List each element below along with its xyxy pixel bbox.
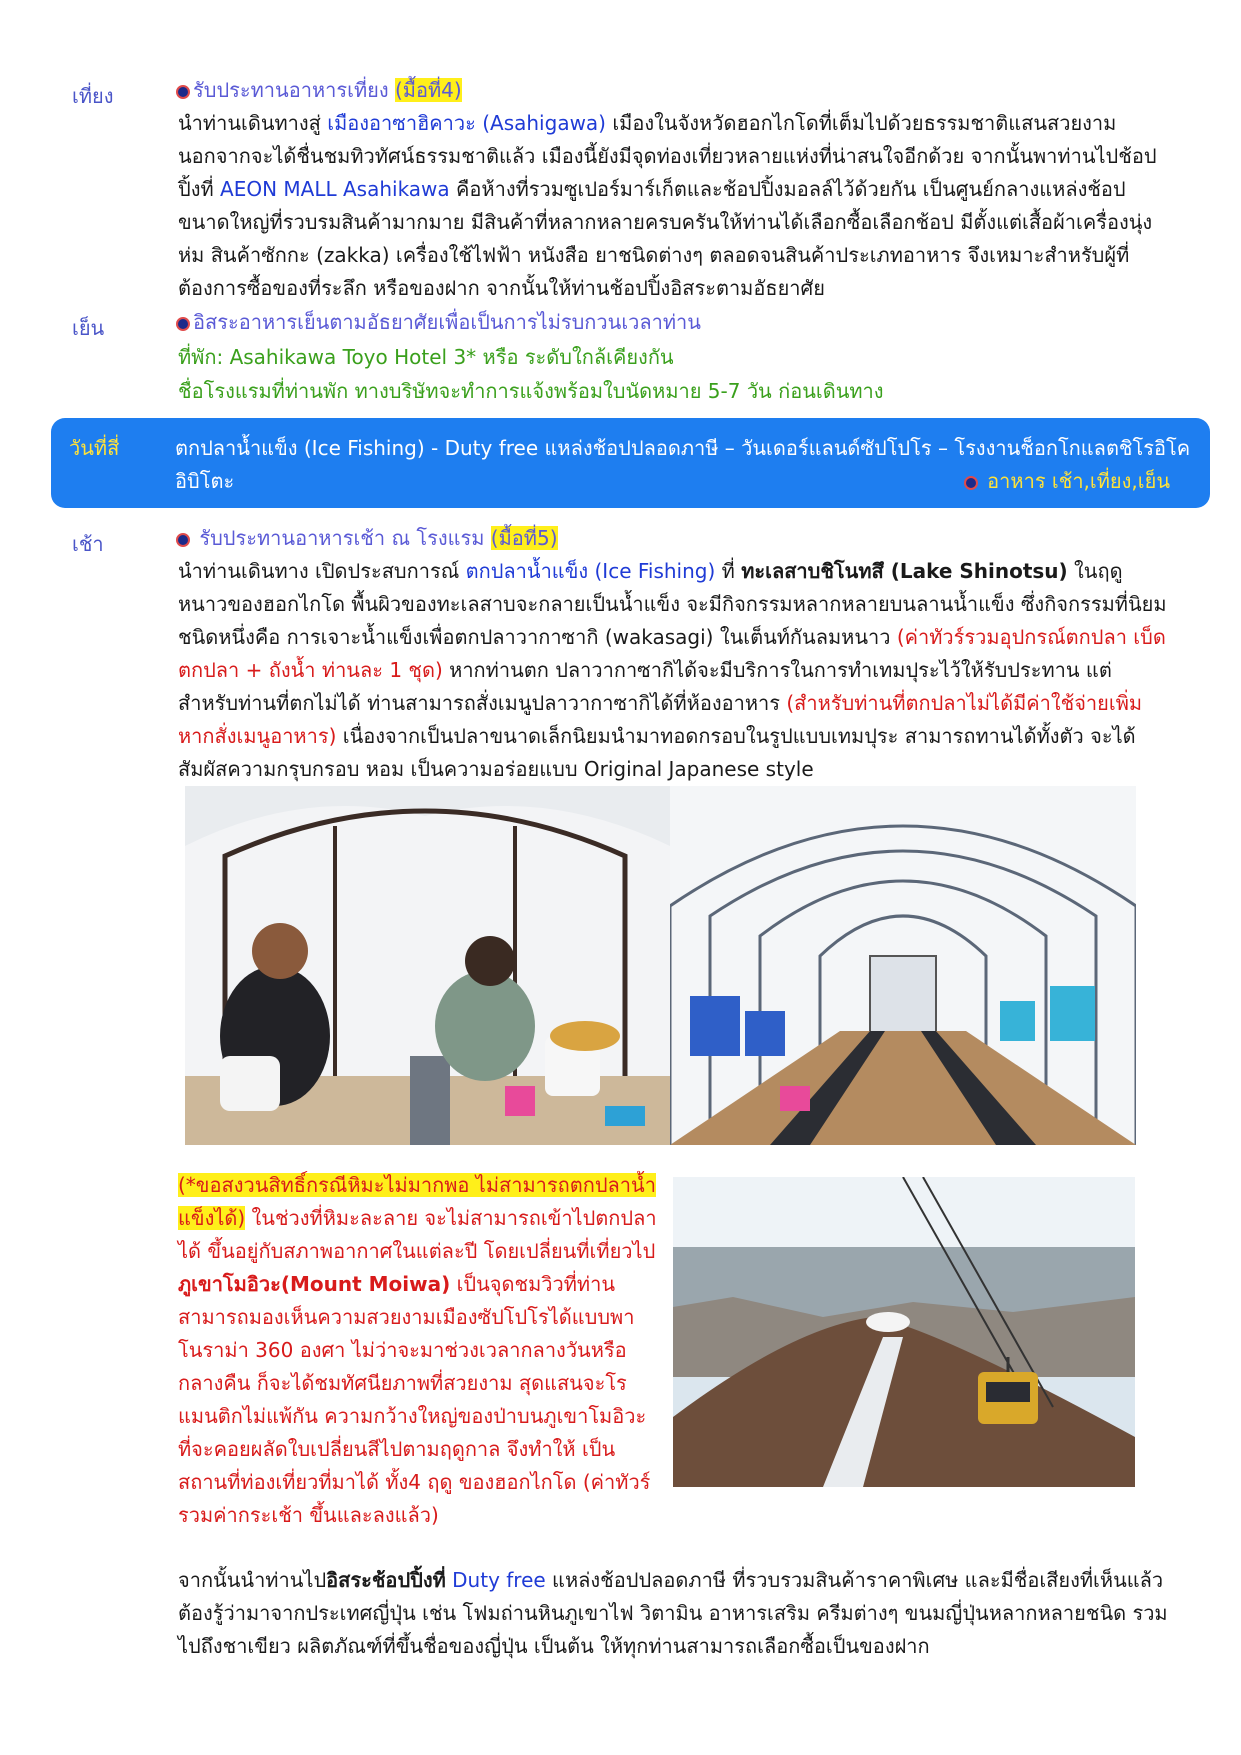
plate-icon bbox=[176, 317, 190, 331]
text-segment: นำท่านเดินทาง เปิดประสบการณ์ bbox=[178, 559, 466, 583]
text-segment: (ค่าทัวร์รวมอุปกรณ์ตกปลา เบ็ดตกปลา + ถังน้ำ ท่านละ 1 ชุด) bbox=[178, 625, 1166, 682]
dutyfree-description bbox=[178, 1564, 1168, 1663]
text-segment: จากนั้นนำท่านไป bbox=[178, 1568, 327, 1592]
dutyfree-paragraph bbox=[178, 1564, 1168, 1663]
day-label: วันที่สี่ bbox=[69, 436, 120, 460]
text-segment: เนื่องจากเป็นปลาขนาดเล็กนิยมนำมาทอดกรอบในรูปแบบเทมปุระ สามารถทานได้ทั้งตัว จะได้สัมผัสความกรุบกรอบ หอม เป็นความอร่อยแบบ Original Japanese style bbox=[178, 724, 1136, 781]
moiwa-paragraph bbox=[178, 1169, 658, 1532]
text-segment: ในฤดูหนาวของฮอกไกโด พื้นผิวของทะเลสาบจะกลายเป็นน้ำแข็ง จะมีกิจกรรมหลากหลายบนลานน้ำแข็ง ซึ่งกิจกรรมที่นิยมชนิดหนึ่งคือ การเจาะน้ำแข็งเพื่อตกปลาวากาซากิ (wakasagi) ในเต็นท์กันลมหนาว bbox=[178, 559, 1167, 649]
breakfast-meal-number: (มื้อที่5) bbox=[490, 526, 558, 550]
text-segment: เป็นจุดชมวิวที่ท่านสามารถมองเห็นความสวยงามเมืองซัปโปโรได้แบบพาโนราม่า 360 องศา ไม่ว่าจะมาช่วงเวลากลางวันหรือกลางคืน ก็จะได้ชมทัศนียภาพที่สวยงาม สุดแสนจะโรแมนติกไม่แพ้กัน ความกว้างใหญ่ของป่าบนภูเขาโมอิวะ ที่จะคอยผลัดใบเปลี่ยนสีไปตามฤดูกาล จึงทำให้ เป็นสถานที่ท่องเที่ยวที่มาได้ ทั้ง4 ฤดู ของฮอกไกโด (ค่าทัวร์รวมค่ากระเช้า ขึ้นและลงแล้ว) bbox=[178, 1272, 651, 1527]
lunch-description bbox=[178, 107, 1168, 305]
text-segment: ตกปลาน้ำแข็ง (Ice Fishing) bbox=[465, 559, 716, 583]
hotel-info: ที่พัก: Asahikawa Toyo Hotel 3* หรือ ระดับใกล้เคียงกัน bbox=[178, 345, 674, 369]
moiwa-description bbox=[178, 1169, 658, 1532]
breakfast-paragraph bbox=[178, 555, 1168, 786]
lunch-heading-row bbox=[176, 74, 462, 107]
text-segment: ทะเลสาบชิโนทสึ (Lake Shinotsu) bbox=[741, 559, 1068, 583]
text-segment: Duty free bbox=[452, 1568, 546, 1592]
plate-icon bbox=[176, 533, 190, 547]
breakfast-label: เช้า bbox=[72, 532, 104, 556]
text-segment: เมืองอาซาฮิคาวะ (Asahigawa) bbox=[327, 111, 606, 135]
text-segment: ที่ bbox=[715, 559, 742, 583]
breakfast-description bbox=[178, 555, 1168, 786]
lunch-heading: รับประทานอาหารเที่ยง bbox=[193, 78, 389, 102]
text-segment: (*ขอสงวนสิทธิ์กรณีหิมะไม่มากพอ ไม่สามารถตกปลาน้ำแข็งได้) bbox=[178, 1173, 656, 1230]
mount-moiwa-ropeway-photo bbox=[673, 1177, 1135, 1487]
day-meals bbox=[964, 465, 1170, 497]
dinner-heading-row bbox=[176, 306, 701, 339]
text-segment: ภูเขาโมอิวะ(Mount Moiwa) bbox=[178, 1272, 451, 1296]
plate-icon bbox=[964, 476, 978, 490]
ice-fishing-tent-photo bbox=[670, 786, 1136, 1145]
day-title: ตกปลาน้ำแข็ง (Ice Fishing) - Duty free แหล่งช้อปปลอดภาษี – วันเดอร์แลนด์ซัปโปโร – โรงงานช็อกโกแลตชิโรอิโคอิบิโตะ bbox=[175, 436, 1191, 493]
dinner-heading: อิสระอาหารเย็นตามอัธยาศัยเพื่อเป็นการไม่รบกวนเวลาท่าน bbox=[193, 310, 701, 334]
text-segment: หากท่านตก ปลาวากาซากิได้จะมีบริการในการทำเทมปุระไว้ให้รับประทาน แต่สำหรับท่านที่ตกไม่ได้ ท่านสามารถสั่งเมนูปลาวากาซากิได้ที่ห้องอาหาร bbox=[178, 658, 1112, 715]
text-segment: อิสระช้อปปิ้งที่ bbox=[326, 1568, 446, 1592]
lunch-meal-number: (มื้อที่4) bbox=[394, 78, 462, 102]
day-meals-text: อาหาร เช้า,เที่ยง,เย็น bbox=[987, 469, 1170, 493]
day-header-bar bbox=[51, 418, 1210, 508]
text-segment: ในช่วงที่หิมะละลาย จะไม่สามารถเข้าไปตกปลาได้ ขึ้นอยู่กับสภาพอากาศในแต่ละปี โดยเปลี่ยนที่เที่ยวไป bbox=[178, 1206, 657, 1263]
dinner-label: เย็น bbox=[72, 316, 105, 340]
text-segment: นำท่านเดินทางสู่ bbox=[178, 111, 328, 135]
text-segment: คือห้างที่รวมซูเปอร์มาร์เก็ตและช้อปปิ้งมอลล์ไว้ด้วยกัน เป็นศูนย์กลางแหล่งช้อปขนาดใหญ่ที่รวบรมสินค้ามากมาย มีสินค้าที่หลากหลายครบครันให้ท่านได้เลือกซื้อเลือกช้อป มีตั้งแต่เสื้อผ้าเครื่องนุ่งห่ม สินค้าซักกะ (zakka) เครื่องใช้ไฟฟ้า หนังสือ ยาชนิดต่างๆ ตลอดจนสินค้าประเภทอาหาร จึงเหมาะสำหรับผู้ที่ต้องการซื้อของที่ระลึก หรือของฝาก จากนั้นให้ท่านช้อปปิ้งอิสระตามอัธยาศัย bbox=[178, 177, 1153, 300]
text-segment: (สำหรับท่านที่ตกปลาไม่ได้มีค่าใช้จ่ายเพิ่มหากสั่งเมนูอาหาร) bbox=[178, 691, 1143, 748]
ice-fishing-people-photo bbox=[185, 786, 670, 1145]
lunch-paragraph bbox=[178, 107, 1168, 305]
hotel-note: ชื่อโรงแรมที่ท่านพัก ทางบริษัทจะทำการแจ้งพร้อมใบนัดหมาย 5-7 วัน ก่อนเดินทาง bbox=[178, 379, 884, 403]
plate-icon bbox=[176, 85, 190, 99]
lunch-label: เที่ยง bbox=[72, 84, 114, 108]
text-segment: เมืองในจังหวัดฮอกไกโดที่เต็มไปด้วยธรรมชาติแสนสวยงาม นอกจากจะได้ชื่นชมทิวทัศน์ธรรมชาติแล้ว เมืองนี้ยังมีจุดท่องเที่ยวหลายแห่งที่น่าสนใจอีกด้วย จากนั้นพาท่านไปช้อปปิ้งที่ bbox=[178, 111, 1157, 201]
breakfast-heading: รับประทานอาหารเช้า ณ โรงแรม bbox=[199, 526, 485, 550]
breakfast-heading-row bbox=[176, 522, 558, 555]
text-segment: แหล่งช้อปปลอดภาษี ที่รวบรวมสินค้าราคาพิเศษ และมีชื่อเสียงที่เห็นแล้วต้องรู้ว่ามาจากประเทศญี่ปุ่น เช่น โฟมถ่านหินภูเขาไฟ วิตามิน อาหารเสริม ครีมต่างๆ ขนมญี่ปุ่นหลากหลายชนิด รวมไปถึงชาเขียว ผลิตภัณฑ์ที่ขึ้นชื่อของญี่ปุ่น เป็นต้น ให้ทุกท่านสามารถเลือกซื้อเป็นของฝาก bbox=[178, 1568, 1168, 1658]
text-segment: AEON MALL Asahikawa bbox=[220, 177, 450, 201]
